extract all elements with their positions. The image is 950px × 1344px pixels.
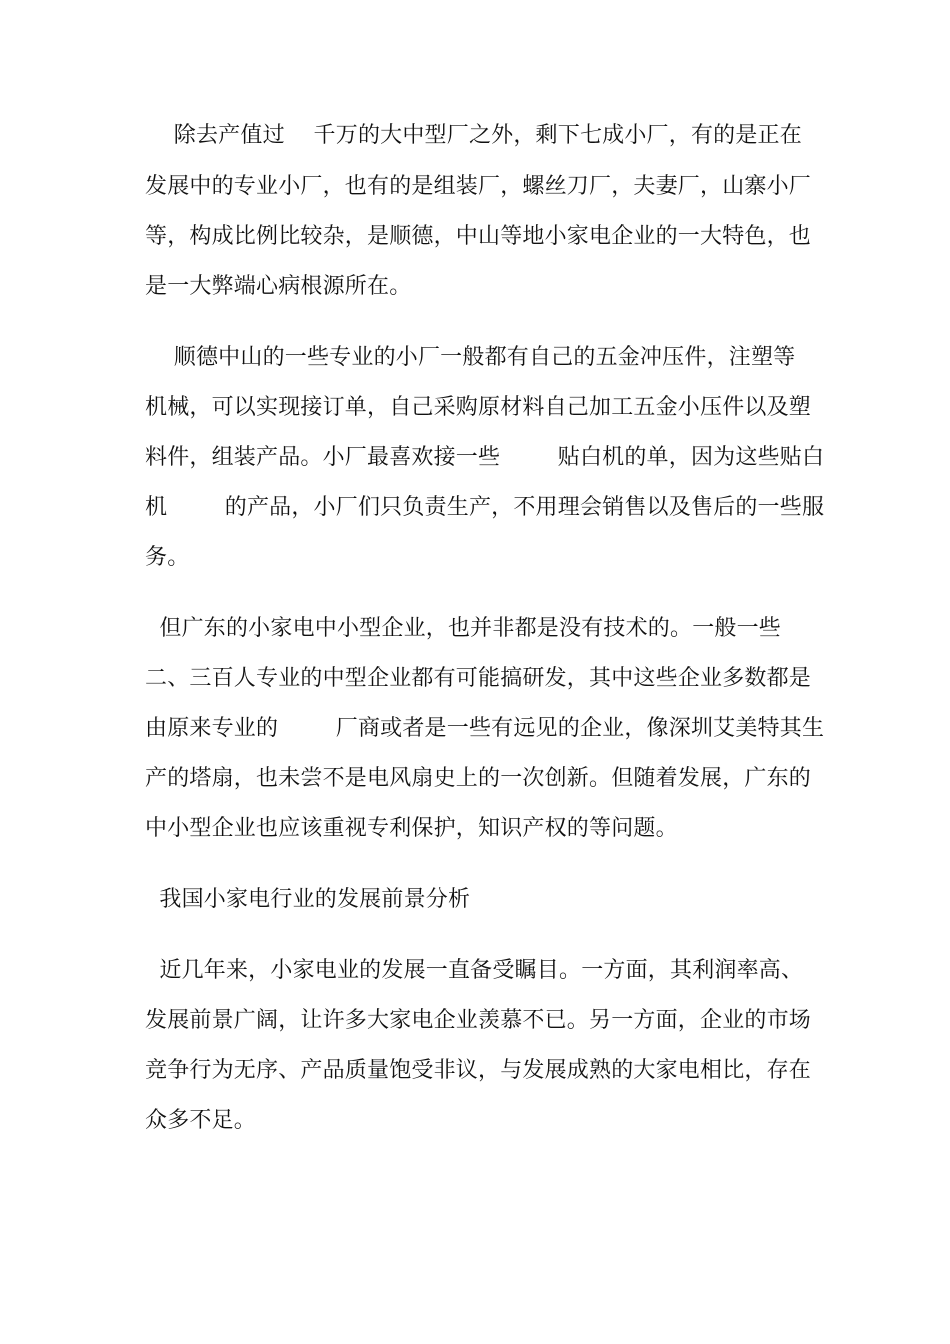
paragraph-5-line-3: 竞争行为无序、产品质量饱受非议，与发展成熟的大家电相比，存在 (145, 1058, 812, 1083)
paragraph-2-line-2: 机械，可以实现接订单，自己采购原材料自己加工五金小压件以及塑 (145, 395, 812, 420)
paragraph-3-line-4: 产的塔扇，也未尝不是电风扇史上的一次创新。但随着发展，广东的 (145, 766, 812, 791)
paragraph-1-line-2: 发展中的专业小厂，也有的是组装厂，螺丝刀厂，夫妻厂，山寨小厂 (145, 174, 812, 199)
paragraph-5-line-2: 发展前景广阔，让许多大家电企业羡慕不已。另一方面，企业的市场 (145, 1008, 812, 1033)
paragraph-2-line-3: 料件，组装产品。小厂最喜欢接一些 贴白机的单，因为这些贴白 (145, 445, 825, 470)
paragraph-5-line-1: 近几年来，小家电业的发展一直备受瞩目。一方面，其利润率高、 (145, 958, 804, 983)
paragraph-3-line-1: 但广东的小家电中小型企业，也并非都是没有技术的。一般一些 (145, 616, 781, 641)
paragraph-2-line-5: 务。 (145, 545, 190, 570)
paragraph-3-line-3: 由原来专业的 厂商或者是一些有远见的企业，像深圳艾美特其生 (145, 716, 825, 741)
paragraph-1-line-4: 是一大弊端心病根源所在。 (145, 274, 412, 299)
paragraph-3-line-5: 中小型企业也应该重视专利保护，知识产权的等问题。 (145, 816, 678, 841)
section-heading: 我国小家电行业的发展前景分析 (145, 887, 471, 912)
paragraph-3-line-2: 二、三百人专业的中型企业都有可能搞研发，其中这些企业多数都是 (145, 666, 812, 691)
paragraph-2-line-4: 机 的产品，小厂们只负责生产，不用理会销售以及售后的一些服 (145, 495, 825, 520)
paragraph-5-line-4: 众多不足。 (145, 1108, 257, 1133)
paragraph-2-line-1: 顺德中山的一些专业的小厂一般都有自己的五金冲压件，注塑等 (145, 345, 796, 370)
paragraph-1-line-1: 除去产值过 千万的大中型厂之外，剩下七成小厂，有的是正在 (145, 123, 802, 148)
paragraph-1-line-3: 等，构成比例比较杂，是顺德，中山等地小家电企业的一大特色，也 (145, 224, 812, 249)
